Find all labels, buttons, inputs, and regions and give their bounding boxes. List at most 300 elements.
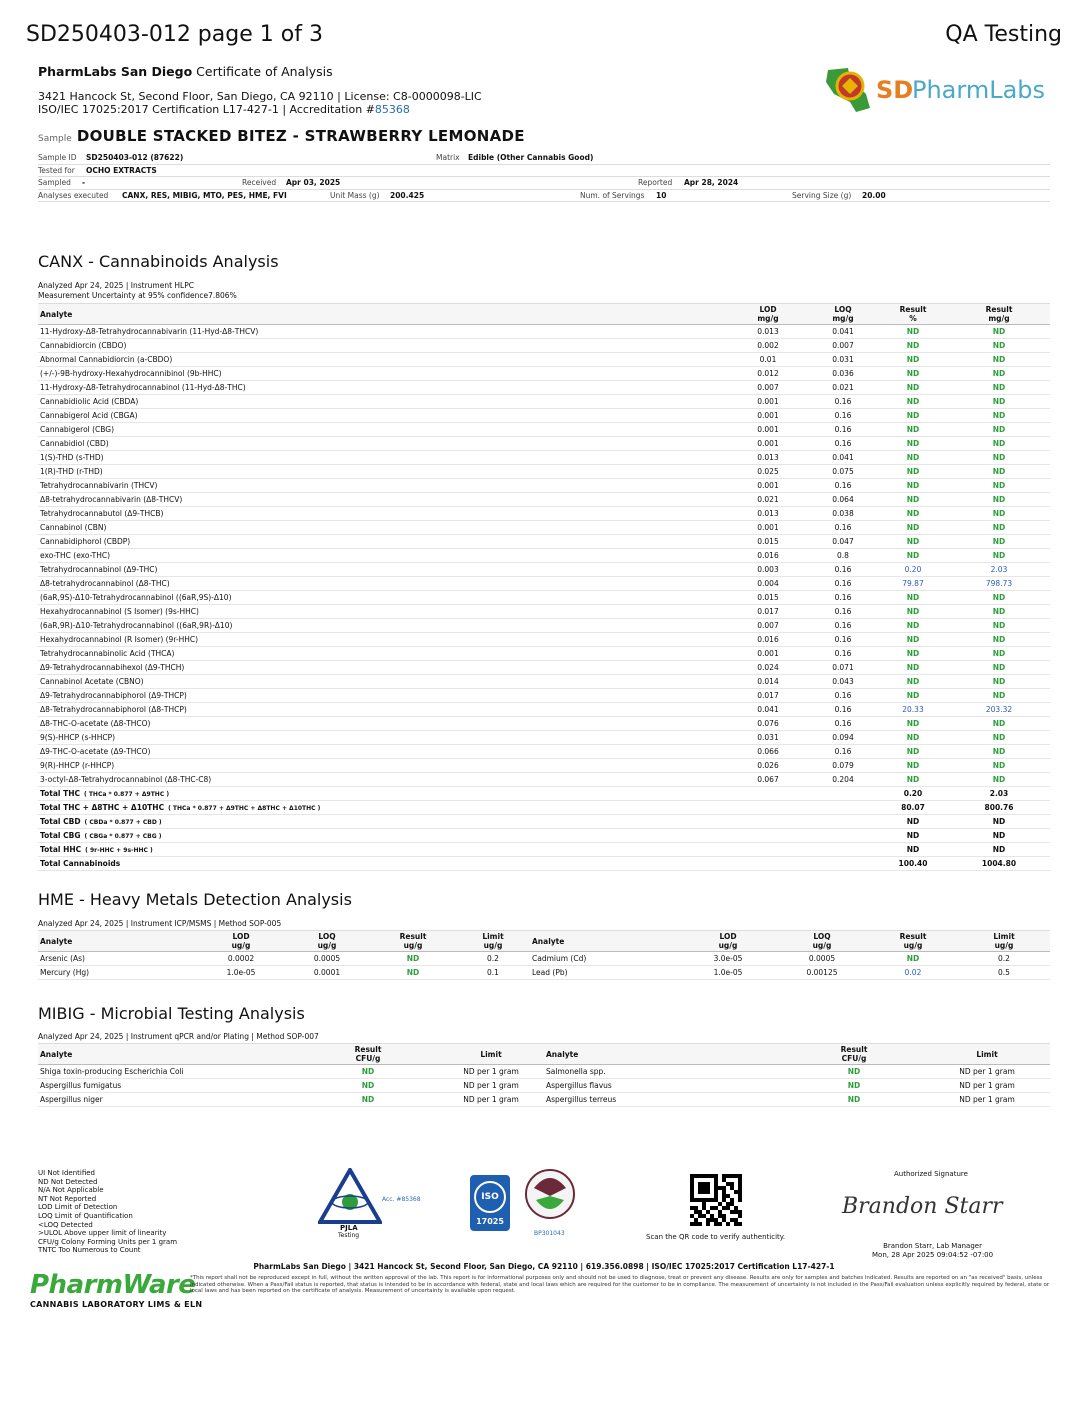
analyte-name: Cannabigerol (CBG) (38, 423, 728, 437)
result-value: ND (298, 1093, 438, 1107)
result-value: ND (298, 1065, 438, 1079)
lod-value: 0.026 (728, 759, 808, 773)
analyte-name: Tetrahydrocannabinol (Δ9-THC) (38, 563, 728, 577)
lod-value: 0.066 (728, 745, 808, 759)
lod-value: 0.017 (728, 689, 808, 703)
total-row (38, 815, 1050, 829)
legend-item: >ULOL Above upper limit of linearity (38, 1229, 167, 1238)
loq-value: 0.036 (808, 367, 878, 381)
total-formula: ( 9r-HHC + 9s-HHC ) (85, 847, 153, 854)
table-row (38, 731, 1050, 745)
col-result: Result ug/g (868, 931, 958, 952)
result-percent: ND (878, 325, 948, 339)
result-mg: ND (948, 339, 1050, 353)
analyte-name: Arsenic (As) (38, 952, 198, 966)
table-header-row (38, 1044, 1050, 1065)
sample-heading (38, 126, 525, 145)
lod-value: 0.001 (728, 409, 808, 423)
lod-value: 0.024 (728, 661, 808, 675)
result-mg: ND (948, 731, 1050, 745)
limit-value: 0.2 (456, 952, 530, 966)
total-result-percent: ND (878, 829, 948, 843)
total-row (38, 801, 1050, 815)
table-row (38, 339, 1050, 353)
limit-value: ND per 1 gram (438, 1065, 544, 1079)
qa-label: QA Testing (945, 22, 1062, 47)
info-value: Edible (Other Cannabis Good) (468, 153, 594, 162)
table-row (38, 437, 1050, 451)
limit-value: ND per 1 gram (924, 1093, 1050, 1107)
col-result: Result CFU/g (298, 1044, 438, 1065)
sdpharmlabs-logo (820, 64, 1050, 116)
analyte-name: Cadmium (Cd) (530, 952, 680, 966)
total-label (38, 857, 728, 871)
signer-name: Brandon Starr, Lab Manager (883, 1242, 982, 1250)
lod-value: 0.076 (728, 717, 808, 731)
iso-number: 17025 (476, 1217, 504, 1226)
result-percent: ND (878, 633, 948, 647)
info-value: Apr 28, 2024 (684, 178, 739, 187)
result-percent: ND (878, 745, 948, 759)
loq-value: 0.16 (808, 717, 878, 731)
info-value: CANX, RES, MIBIG, MTO, PES, HME, FVI (122, 190, 287, 200)
limit-value: 0.5 (958, 966, 1050, 980)
table-row (38, 479, 1050, 493)
total-name: Total THC (40, 789, 80, 798)
loq-value: 0.0005 (284, 952, 370, 966)
col-limit: Limit ug/g (456, 931, 530, 952)
legend-item: ND Not Detected (38, 1177, 98, 1186)
loq-value: 0.16 (808, 437, 878, 451)
total-result-mg: ND (948, 829, 1050, 843)
col-limit: Limit ug/g (958, 931, 1050, 952)
total-name: Total THC + Δ8THC + Δ10THC (40, 803, 165, 812)
total-label (38, 829, 728, 843)
total-row (38, 843, 1050, 857)
table-row (38, 367, 1050, 381)
analyte-name: Cannabigerol Acid (CBGA) (38, 409, 728, 423)
result-value: ND (298, 1079, 438, 1093)
table-row (38, 952, 1050, 966)
col-lod: LOD ug/g (198, 931, 284, 952)
result-value: ND (868, 952, 958, 966)
table-row (38, 619, 1050, 633)
pharmware-subtitle: CANNABIS LABORATORY LIMS & ELN (30, 1300, 203, 1309)
loq-value: 0.16 (808, 423, 878, 437)
hme-title: HME - Heavy Metals Detection Analysis (38, 890, 352, 909)
analyte-name: Aspergillus niger (38, 1093, 298, 1107)
table-row (38, 395, 1050, 409)
result-percent: ND (878, 493, 948, 507)
lod-value: 0.001 (728, 479, 808, 493)
analyte-name: (+/-)-9B-hydroxy-Hexahydrocannibinol (9b-HHC) (38, 367, 728, 381)
loq-value: 0.16 (808, 605, 878, 619)
loq-value: 0.031 (808, 353, 878, 367)
table-row (38, 563, 1050, 577)
loq-value: 0.047 (808, 535, 878, 549)
lod-value: 0.001 (728, 521, 808, 535)
loq-value: 0.021 (808, 381, 878, 395)
result-percent: ND (878, 395, 948, 409)
table-row (38, 647, 1050, 661)
info-key: Tested for (38, 165, 75, 175)
result-percent: ND (878, 605, 948, 619)
result-mg: ND (948, 549, 1050, 563)
cert-prefix: ISO/IEC 17025:2017 Certification L17-427-1 | Accreditation # (38, 103, 375, 116)
analyte-name: Δ8-Tetrahydrocannabiphorol (Δ8-THCP) (38, 703, 728, 717)
total-row (38, 829, 1050, 843)
info-value: OCHO EXTRACTS (86, 165, 157, 175)
result-percent: ND (878, 437, 948, 451)
result-mg: ND (948, 521, 1050, 535)
lod-value: 0.002 (728, 339, 808, 353)
result-mg: ND (948, 605, 1050, 619)
result-mg: ND (948, 675, 1050, 689)
pjla-sub: Testing (338, 1232, 360, 1239)
result-percent: ND (878, 675, 948, 689)
lod-value: 0.0002 (198, 952, 284, 966)
table-row (38, 661, 1050, 675)
bpa-code: BP301043 (534, 1230, 565, 1237)
result-percent: ND (878, 759, 948, 773)
lod-value: 1.0e-05 (680, 966, 776, 980)
info-key: Received (242, 178, 277, 187)
analyte-name: Tetrahydrocannabinolic Acid (THCA) (38, 647, 728, 661)
result-mg: ND (948, 507, 1050, 521)
col-lod: LOD ug/g (680, 931, 776, 952)
table-row (38, 773, 1050, 787)
loq-value: 0.16 (808, 745, 878, 759)
analyte-name: 9(R)-HHCP (r-HHCP) (38, 759, 728, 773)
result-percent: ND (878, 647, 948, 661)
table-row (38, 745, 1050, 759)
col-result-pct: Result % (878, 304, 948, 325)
loq-value: 0.075 (808, 465, 878, 479)
limit-value: ND per 1 gram (924, 1065, 1050, 1079)
loq-value: 0.8 (808, 549, 878, 563)
total-formula: ( THCa * 0.877 + Δ9THC + Δ8THC + Δ10THC ) (168, 805, 321, 812)
lab-name: PharmLabs San Diego (38, 64, 193, 79)
result-mg: ND (948, 689, 1050, 703)
analyte-name: Cannabinol (CBN) (38, 521, 728, 535)
loq-value: 0.16 (808, 619, 878, 633)
limit-value: ND per 1 gram (924, 1079, 1050, 1093)
col-lod: LOD mg/g (728, 304, 808, 325)
cannabinoids-table (38, 303, 1050, 871)
result-percent: ND (878, 507, 948, 521)
result-value: ND (370, 966, 456, 980)
limit-value: ND per 1 gram (438, 1079, 544, 1093)
result-mg: ND (948, 353, 1050, 367)
analyte-name: (6aR,9R)-Δ10-Tetrahydrocannabinol ((6aR,9R)-Δ10) (38, 619, 728, 633)
analyte-name: Δ8-THC-O-acetate (Δ8-THCO) (38, 717, 728, 731)
total-result-percent: 0.20 (878, 787, 948, 801)
result-percent: ND (878, 661, 948, 675)
signature-label: Authorized Signature (894, 1170, 968, 1178)
table-row (38, 353, 1050, 367)
logo-sd: SD (876, 76, 914, 104)
microbial-table (38, 1043, 1050, 1107)
info-key: Unit Mass (g) (330, 190, 380, 200)
heavy-metals-table (38, 930, 1050, 980)
result-percent: ND (878, 549, 948, 563)
info-row (38, 190, 1050, 203)
loq-value: 0.041 (808, 451, 878, 465)
doc-type: Certificate of Analysis (196, 64, 333, 79)
bpa-seal (524, 1166, 580, 1240)
result-value: ND (370, 952, 456, 966)
total-result-percent: ND (878, 843, 948, 857)
lab-address-block (38, 90, 482, 116)
analyte-name: Hexahydrocannabinol (R Isomer) (9r-HHC) (38, 633, 728, 647)
info-value: Apr 03, 2025 (286, 178, 341, 187)
result-percent: ND (878, 731, 948, 745)
lod-value: 0.021 (728, 493, 808, 507)
loq-value: 0.079 (808, 759, 878, 773)
legend-item: <LOQ Detected (38, 1220, 93, 1229)
limit-value: 0.2 (958, 952, 1050, 966)
result-mg: ND (948, 409, 1050, 423)
iso-globe-icon: ISO (474, 1181, 506, 1213)
signer-block (872, 1242, 993, 1259)
legend-item: CFU/g Colony Forming Units per 1 gram (38, 1237, 178, 1246)
result-mg: ND (948, 661, 1050, 675)
info-key: Matrix (436, 153, 460, 162)
table-header-row (38, 931, 1050, 952)
total-label (38, 815, 728, 829)
loq-value: 0.16 (808, 521, 878, 535)
sample-label: Sample (38, 134, 72, 144)
pharmware-name: PharmWare (30, 1270, 196, 1300)
result-mg: ND (948, 423, 1050, 437)
result-mg: ND (948, 647, 1050, 661)
sample-info-block (38, 152, 1050, 202)
result-percent: ND (878, 409, 948, 423)
analyte-name: Aspergillus flavus (544, 1079, 784, 1093)
total-result-percent: ND (878, 815, 948, 829)
loq-value: 0.16 (808, 577, 878, 591)
legend-item: TNTC Too Numerous to Count (38, 1246, 141, 1255)
result-mg: ND (948, 451, 1050, 465)
analyte-name: Tetrahydrocannabivarin (THCV) (38, 479, 728, 493)
result-mg: ND (948, 773, 1050, 787)
lab-title (38, 64, 333, 79)
total-result-percent: 80.07 (878, 801, 948, 815)
loq-value: 0.094 (808, 731, 878, 745)
page-label: SD250403-012 page 1 of 3 (26, 22, 323, 47)
table-row (38, 423, 1050, 437)
loq-value: 0.16 (808, 703, 878, 717)
result-percent: ND (878, 339, 948, 353)
col-loq: LOQ ug/g (284, 931, 370, 952)
lod-value: 0.041 (728, 703, 808, 717)
pjla-triangle-icon (318, 1168, 382, 1226)
result-mg: ND (948, 381, 1050, 395)
info-value: 10 (656, 190, 667, 200)
result-mg: ND (948, 745, 1050, 759)
loq-value: 0.064 (808, 493, 878, 507)
result-mg: ND (948, 465, 1050, 479)
limit-value: 0.1 (456, 966, 530, 980)
table-row (38, 759, 1050, 773)
analyte-name: Salmonella spp. (544, 1065, 784, 1079)
table-row (38, 451, 1050, 465)
analyte-name: Δ8-tetrahydrocannabivarin (Δ8-THCV) (38, 493, 728, 507)
table-row (38, 1093, 1050, 1107)
legend-item: UI Not Identified (38, 1169, 96, 1177)
result-mg: 2.03 (948, 563, 1050, 577)
total-name: Total HHC (40, 845, 82, 854)
table-row (38, 591, 1050, 605)
loq-value: 0.16 (808, 633, 878, 647)
accreditation-link[interactable]: 85368 (374, 103, 410, 116)
signer-date: Mon, 28 Apr 2025 09:04:52 -07:00 (872, 1250, 994, 1259)
info-key: Reported (638, 178, 673, 187)
result-percent: ND (878, 367, 948, 381)
analyte-name: Abnormal Cannabidiorcin (a-CBDO) (38, 353, 728, 367)
total-name: Total CBG (40, 831, 81, 840)
analyte-name: Δ9-THC-O-acetate (Δ9-THCO) (38, 745, 728, 759)
table-row (38, 521, 1050, 535)
result-percent: ND (878, 689, 948, 703)
lod-value: 0.017 (728, 605, 808, 619)
lod-value: 0.01 (728, 353, 808, 367)
col-limit: Limit (924, 1044, 1050, 1065)
pharmware-logo (30, 1270, 202, 1309)
result-percent: ND (878, 451, 948, 465)
lod-value: 0.016 (728, 549, 808, 563)
result-percent: ND (878, 591, 948, 605)
canx-meta (38, 281, 237, 301)
loq-value: 0.204 (808, 773, 878, 787)
result-mg: ND (948, 633, 1050, 647)
result-mg: ND (948, 759, 1050, 773)
col-limit: Limit (438, 1044, 544, 1065)
result-percent: ND (878, 521, 948, 535)
loq-value: 0.16 (808, 689, 878, 703)
loq-value: 0.00125 (776, 966, 868, 980)
info-value: 200.425 (390, 190, 425, 200)
result-percent: ND (878, 717, 948, 731)
analyte-name: Aspergillus terreus (544, 1093, 784, 1107)
table-row (38, 465, 1050, 479)
total-label (38, 787, 728, 801)
info-row (38, 152, 1050, 165)
analyte-name: Δ8-tetrahydrocannabinol (Δ8-THC) (38, 577, 728, 591)
analyte-name: (6aR,9S)-Δ10-Tetrahydrocannabinol ((6aR,9S)-Δ10) (38, 591, 728, 605)
result-mg: 798.73 (948, 577, 1050, 591)
signature: Brandon Starr (842, 1194, 1003, 1219)
total-result-mg: 1004.80 (948, 857, 1050, 871)
result-percent: ND (878, 353, 948, 367)
lod-value: 0.031 (728, 731, 808, 745)
loq-value: 0.007 (808, 339, 878, 353)
table-row (38, 675, 1050, 689)
loq-value: 0.16 (808, 563, 878, 577)
lod-value: 0.015 (728, 591, 808, 605)
result-mg: ND (948, 717, 1050, 731)
mibig-title: MIBIG - Microbial Testing Analysis (38, 1004, 305, 1023)
sample-name: DOUBLE STACKED BITEZ - STRAWBERRY LEMONADE (76, 127, 525, 145)
limit-value: ND per 1 gram (438, 1093, 544, 1107)
result-mg: ND (948, 493, 1050, 507)
col-loq: LOQ mg/g (808, 304, 878, 325)
analyte-name: Cannabidiphorol (CBDP) (38, 535, 728, 549)
analyte-name: 3-octyl-Δ8-Tetrahydrocannabinol (Δ8-THC-C8) (38, 773, 728, 787)
loq-value: 0.16 (808, 647, 878, 661)
total-name: Total CBD (40, 817, 81, 826)
lod-value: 0.001 (728, 395, 808, 409)
col-result: Result CFU/g (784, 1044, 924, 1065)
table-row (38, 493, 1050, 507)
table-row (38, 689, 1050, 703)
lod-value: 0.007 (728, 619, 808, 633)
analyte-name: Cannabidiol (CBD) (38, 437, 728, 451)
legend-item: LOQ Limit of Quantification (38, 1211, 133, 1220)
info-value: - (82, 178, 86, 187)
logo-pharmlabs: PharmLabs (912, 76, 1046, 104)
iso-badge (470, 1175, 510, 1231)
total-result-percent: 100.40 (878, 857, 948, 871)
loq-value: 0.16 (808, 479, 878, 493)
total-label (38, 801, 728, 815)
analyte-name: 11-Hydroxy-Δ8-Tetrahydrocannabivarin (11-Hyd-Δ8-THCV) (38, 325, 728, 339)
loq-value: 0.16 (808, 591, 878, 605)
analyte-name: Cannabinol Acetate (CBNO) (38, 675, 728, 689)
analyte-name: Cannabidiorcin (CBDO) (38, 339, 728, 353)
analyte-name: Aspergillus fumigatus (38, 1079, 298, 1093)
total-result-mg: ND (948, 843, 1050, 857)
col-analyte: Analyte (38, 304, 728, 325)
loq-value: 0.038 (808, 507, 878, 521)
table-row (38, 633, 1050, 647)
pjla-badge (318, 1168, 428, 1240)
total-result-mg: 800.76 (948, 801, 1050, 815)
info-key: Num. of Servings (580, 190, 645, 200)
table-row (38, 549, 1050, 563)
info-key: Serving Size (g) (792, 190, 852, 200)
info-key: Sampled (38, 178, 71, 187)
disclaimer: *This report shall not be reproduced except in full, without the written approval of the lab. This report is for informational purposes only and should not be used to diagnose, treat or prevent any disease. Results are only for samples and batches indicated. Results are reported on an "as received" basis, unless indicated otherwise. When a Pass/Fail status is reported, that status is intended to be in accordance with federal, state and local laws which are required for the customer to be in compliance. The measurement of uncertainty is not included in the Pass/Fail evaluation unless explicitly required by federal, state or local laws and has been reported on the certificate of analysis. Measurement of uncertainty is available upon request. (190, 1275, 1050, 1294)
result-value: ND (784, 1079, 924, 1093)
legend-item: N/A Not Applicable (38, 1186, 104, 1195)
qr-code[interactable] (690, 1174, 742, 1226)
lod-value: 0.016 (728, 633, 808, 647)
lod-value: 0.013 (728, 507, 808, 521)
table-row (38, 409, 1050, 423)
table-row (38, 507, 1050, 521)
result-mg: 203.32 (948, 703, 1050, 717)
total-result-mg: ND (948, 815, 1050, 829)
result-percent: ND (878, 479, 948, 493)
lod-value: 0.001 (728, 647, 808, 661)
hme-meta: Analyzed Apr 24, 2025 | Instrument ICP/MSMS | Method SOP-005 (38, 919, 282, 928)
result-percent: ND (878, 773, 948, 787)
lod-value: 0.004 (728, 577, 808, 591)
result-value: 0.02 (868, 966, 958, 980)
legend-item: LOD Limit of Detection (38, 1203, 118, 1212)
total-row (38, 857, 1050, 871)
lod-value: 3.0e-05 (680, 952, 776, 966)
california-map-icon (820, 64, 880, 116)
table-row (38, 1065, 1050, 1079)
result-mg: ND (948, 479, 1050, 493)
result-value: ND (784, 1065, 924, 1079)
total-name: Total Cannabinoids (40, 859, 121, 868)
table-row (38, 577, 1050, 591)
lod-value: 0.007 (728, 381, 808, 395)
lod-value: 1.0e-05 (198, 966, 284, 980)
